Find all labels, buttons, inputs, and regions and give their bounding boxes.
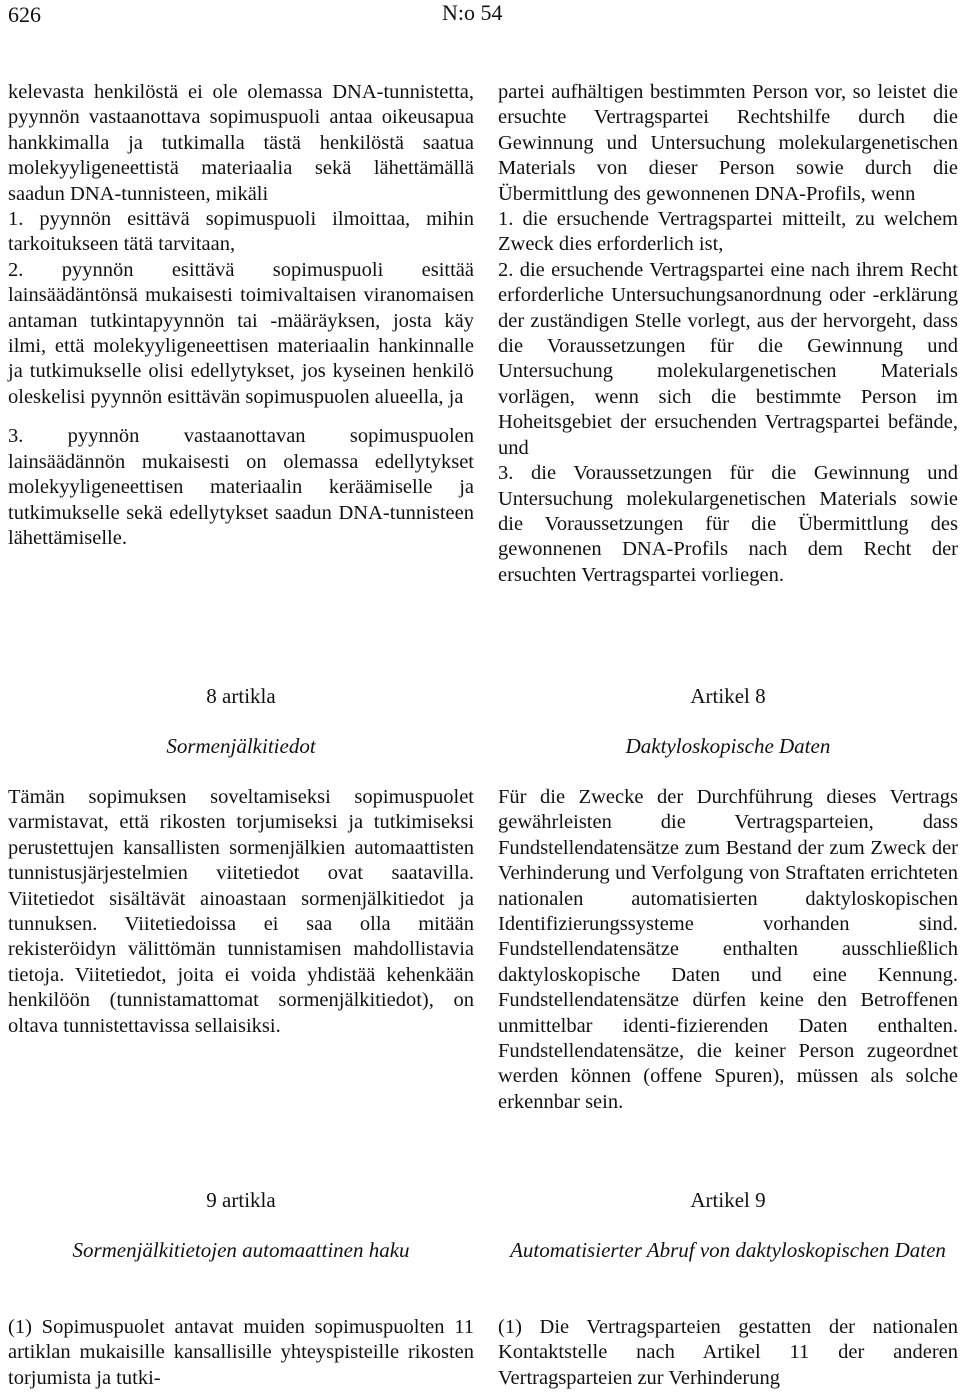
de-article-9-subtitle: Automatisierter Abruf von daktyloskopischen Daten: [510, 1238, 946, 1262]
finnish-article-7-continuation: [8, 80, 474, 551]
de-article-9-body: [498, 1315, 958, 1391]
fi-intro-paragraph: kelevasta henkilöstä ei ole olemassa DNA-tunnistetta, pyynnön vastaanottava sopimuspuoli antaa oikeusapua hankkimalla ja tutkimalla tästä henkilöstä saatua molekyyligeneettistä materiaalia sekä lähettämällä saadun DNA-tunnisteen, mikäli: [8, 81, 474, 205]
de-item-3: 3. die Voraussetzungen für die Gewinnung und Untersuchung molekulargenetischen Materials sowie die Voraussetzungen für die Übermittlung des gewonnenen DNA-Profils nach dem Recht der ersuchten Vertragspartei vorliegen.: [498, 462, 958, 586]
de-article-9-title: Artikel 9: [690, 1188, 766, 1212]
de-article-8-subtitle: Daktyloskopische Daten: [625, 734, 831, 758]
fi-article-9-body: [8, 1315, 474, 1391]
de-item-2: 2. die ersuchende Vertragspartei eine nach ihrem Recht erforderliche Untersuchungsanordnung oder -erklärung der zuständigen Stelle vorlegt, aus der hervorgeht, dass die Voraussetzungen für die Gewinnung und Untersuchung molekulargenetischen Materials vorlägen, wenn sich die bestimmte Person im Hoheitsgebiet der ersuchenden Vertragspartei befände, und: [498, 258, 958, 459]
fi-article-9-text: (1) Sopimuspuolet antavat muiden sopimuspuolten 11 artiklan mukaisille kansallisille yhteyspisteille rikosten torjumista ja tutki-: [8, 1316, 474, 1389]
fi-article-8-subtitle: Sormenjälkitiedot: [166, 734, 316, 758]
fi-item-2: 2. pyynnön esittävä sopimuspuoli esittää lainsäädäntönsä mukaisesti toimivaltaisen viranomaisen antaman tutkintapyynnön tai -määräyksen, josta käy ilmi, että molekyyligeneettisen materiaalin hankinnalle ja tutkimukselle olisi edellytykset, jos kyseinen henkilö oleskelisi pyynnön esittävän sopimuspuolen alueella, ja: [8, 258, 474, 408]
issue-number: N:o 54: [442, 0, 503, 25]
de-item-1: 1. die ersuchende Vertragspartei mitteilt, zu welchem Zweck dies erforderlich ist,: [498, 208, 958, 256]
de-article-8-title: Artikel 8: [690, 684, 766, 708]
fi-article-9-title: 9 artikla: [206, 1188, 276, 1212]
de-article-8-text: Für die Zwecke der Durchführung dieses Vertrags gewährleisten die Vertragsparteien, dass Fundstellendatensätze zum Bestand der zum Zweck der Verhinderung und Verfolgung von Straftaten errichteten nationalen automatisierten daktyloskopischen Identifizierungssysteme vorhanden sind. Fundstellendatensätze enthalten ausschließlich daktyloskopische Daten und eine Kennung. Fundstellendatensätze dürfen keine den Betroffenen unmittelbar identi-fizierenden Daten enthalten. Fundstellendatensätze, die keiner Person zugeordnet werden können (offene Spuren), müssen als solche erkennbar sein.: [498, 786, 958, 1113]
de-intro-paragraph: partei aufhältigen bestimmten Person vor, so leistet die ersuchte Vertragspartei Rechtshilfe durch die Gewinnung und Untersuchung molekulargenetischen Materials von dieser Person sowie durch die Übermittlung des gewonnenen DNA-Profils, wenn: [498, 81, 958, 205]
fi-item-1: 1. pyynnön esittävä sopimuspuoli ilmoittaa, mihin tarkoitukseen tätä tarvitaan,: [8, 208, 474, 256]
page-header: [0, 0, 960, 36]
fi-article-9-subtitle: Sormenjälkitietojen automaattinen haku: [72, 1238, 410, 1262]
fi-article-8-body: [8, 785, 474, 1039]
fi-article-8-title: 8 artikla: [206, 684, 276, 708]
fi-article-8-text: Tämän sopimuksen soveltamiseksi sopimuspuolet varmistavat, että rikosten torjumiseksi ja tutkimiseksi perustettujen kansallisten sormenjälkien automaattisten tunnistusjärjestelmien viitetiedot ovat saatavilla. Viitetiedot sisältävät ainoastaan sormenjälkitiedot ja tunnuksen. Viitetiedoissa ei saa olla mitään rekisteröidyn välittömän tunnistamisen mahdollistavia tietoja. Viitetiedot, joita ei voida yhdistää kehenkään henkilöön (tunnistamattomat sormenjälkitiedot), on oltava tunnistettavissa sellaisiksi.: [8, 786, 474, 1037]
de-article-8-body: [498, 785, 958, 1115]
german-article-7-continuation: [498, 80, 958, 588]
page-number: 626: [8, 2, 41, 27]
fi-item-3: 3. pyynnön vastaanottavan sopimuspuolen lainsäädännön mukaisesti on olemassa edellytykset molekyyligeneettisen materiaalin keräämiselle ja tutkimukselle sekä edellytykset saadun DNA-tunnisteen lähettämiselle.: [8, 425, 474, 549]
de-article-9-text: (1) Die Vertragsparteien gestatten der nationalen Kontaktstelle nach Artikel 11 der anderen Vertragsparteien zur Verhinderung: [498, 1316, 958, 1389]
